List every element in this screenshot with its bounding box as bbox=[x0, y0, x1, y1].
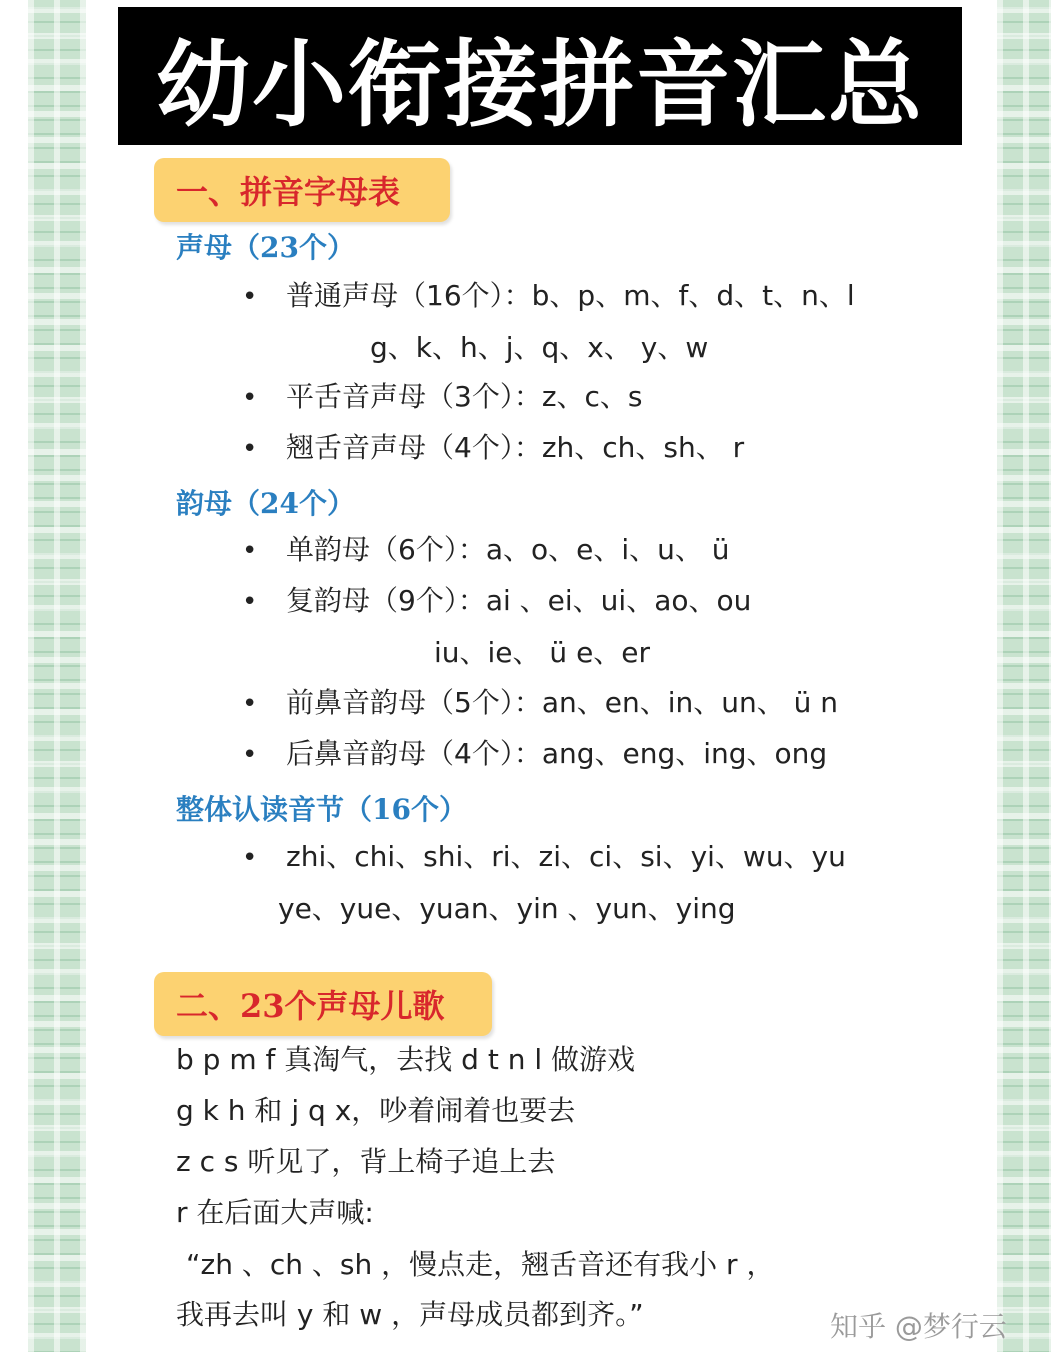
zhengti-line-2: ye、yue、yuan、yin 、yun、ying bbox=[278, 892, 736, 925]
bullet-icon: • bbox=[242, 282, 258, 312]
zhengti-line-1: zhi、chi、shi、ri、zi、ci、si、yi、wu、yu bbox=[286, 840, 846, 873]
section-badge-alphabet bbox=[154, 158, 450, 222]
item-value: z、c、s bbox=[541, 380, 643, 413]
list-item bbox=[286, 737, 828, 770]
list-item bbox=[286, 686, 839, 719]
zhengti-heading: 整体认读音节（16个） bbox=[176, 793, 467, 826]
title-banner bbox=[118, 7, 962, 145]
list-item bbox=[286, 431, 745, 464]
watermark: 知乎 @梦行云 bbox=[830, 1310, 1007, 1343]
song-line: g k h 和 j q x，吵着闹着也要去 bbox=[176, 1094, 576, 1127]
left-plaid-border bbox=[28, 0, 86, 1365]
item-label: 翘舌音声母（4个）： bbox=[286, 431, 542, 464]
page-title: 幼小衔接拼音汇总 bbox=[155, 29, 924, 140]
right-plaid-border bbox=[997, 0, 1051, 1365]
song-line: r 在后面大声喊: bbox=[176, 1196, 374, 1229]
song-line: b p m f 真淘气，去找 d t n l 做游戏 bbox=[176, 1043, 636, 1076]
item-label: 前鼻音韵母（5个）： bbox=[286, 686, 542, 719]
shengmu-heading: 声母（23个） bbox=[176, 231, 355, 264]
section-heading: 二、23个声母儿歌 bbox=[176, 987, 445, 1025]
bullet-icon: • bbox=[242, 689, 258, 719]
yunmu-heading: 韵母（24个） bbox=[176, 487, 355, 520]
item-label: 后鼻音韵母（4个）： bbox=[286, 737, 542, 770]
item-value: b、p、m、f、d、t、n、l bbox=[531, 279, 855, 312]
bullet-icon: • bbox=[242, 536, 258, 566]
bullet-icon: • bbox=[242, 587, 258, 617]
item-label: 单韵母（6个）： bbox=[286, 533, 486, 566]
item-value: zh、ch、sh、 r bbox=[541, 431, 745, 464]
page-edge bbox=[0, 0, 28, 1365]
song-line: 我再去叫 y 和 w ，声母成员都到齐。” bbox=[176, 1298, 644, 1331]
item-label: 复韵母（9个）： bbox=[286, 584, 486, 617]
item-value: a、o、e、i、u、 ü bbox=[485, 533, 730, 566]
list-item bbox=[286, 380, 643, 413]
song-line: “zh 、ch 、sh ，慢点走，翘舌音还有我小 r ， bbox=[186, 1248, 775, 1281]
song-line: z c s 听见了，背上椅子追上去 bbox=[176, 1145, 556, 1178]
item-continuation: iu、ie、 ü e、er bbox=[434, 636, 651, 669]
bullet-icon: • bbox=[242, 740, 258, 770]
list-item bbox=[286, 279, 855, 312]
bullet-icon: • bbox=[242, 383, 258, 413]
bullet-icon: • bbox=[242, 434, 258, 464]
section-heading: 一、拼音字母表 bbox=[176, 173, 401, 211]
bottom-edge bbox=[0, 1352, 1051, 1365]
item-continuation: g、k、h、j、q、x、 y、w bbox=[370, 331, 709, 364]
list-item bbox=[286, 584, 752, 617]
item-value: ang、eng、ing、ong bbox=[541, 737, 828, 770]
bullet-icon: • bbox=[242, 843, 258, 873]
item-label: 平舌音声母（3个）： bbox=[286, 380, 542, 413]
item-value: an、en、in、un、 ü n bbox=[541, 686, 839, 719]
item-value: ai 、ei、ui、ao、ou bbox=[485, 584, 752, 617]
item-label: 普通声母（16个）： bbox=[286, 279, 532, 312]
section-badge-song bbox=[154, 972, 492, 1036]
list-item bbox=[286, 533, 730, 566]
